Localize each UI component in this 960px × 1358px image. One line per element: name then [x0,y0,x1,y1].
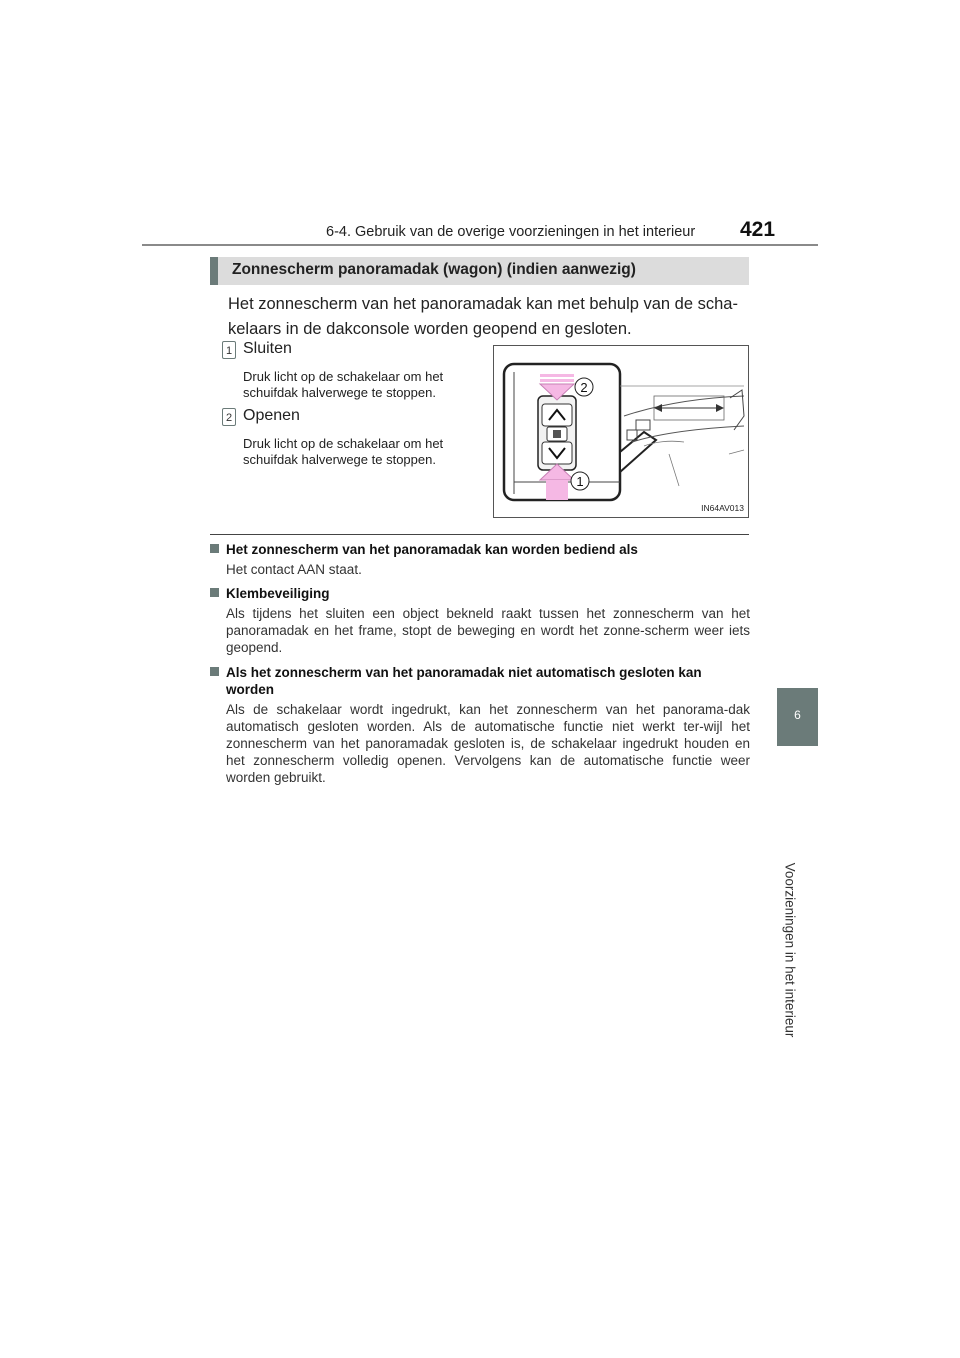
item-number-1: 1 [222,341,236,359]
section-heading-text: Zonnescherm panoramadak (wagon) (indien aanwezig) [232,261,636,278]
note-jam-protection [210,585,750,656]
note-title: Als het zonnescherm van het panoramadak niet automatisch gesloten kan worden [210,664,750,698]
item-desc-close: Druk licht op de schakelaar om het schuifdak halverwege te stoppen. [243,369,444,400]
switch-illustration [493,345,749,518]
item-number-2: 2 [222,408,236,426]
item-title-close: Sluiten [243,340,292,357]
note-auto-close [210,664,750,786]
note-title: Het zonnescherm van het panoramadak kan worden bediend als [210,541,750,558]
section-divider [210,534,749,535]
intro-text: Het zonnescherm van het panoramadak kan met behulp van de scha-kelaars in de dakconsole worden geopend en gesloten. [228,295,738,338]
chapter-tab[interactable] [777,688,818,746]
callout-2: 2 [580,380,588,395]
note-title: Klembeveiliging [210,585,750,602]
square-bullet-icon [210,544,219,553]
section-heading [210,257,749,285]
chapter-number: 6 [794,708,801,722]
note-operation [210,541,750,578]
page-number: 421 [740,218,776,241]
switch-diagram [494,346,750,519]
square-bullet-icon [210,667,219,676]
figure-code: IN64AV013 [701,503,744,513]
note-body: Als de schakelaar wordt ingedrukt, kan het zonnescherm van het panorama-dak automatisch gesloten worden. Als de automatische functie niet werkt ter-wijl het zonnescherm van het panoramadak gesloten is, de schakelaar ingedrukt houden en het zonnescherm volledig openen. Vervolgens kan de automatische functie weer worden gebruikt. [226,702,750,785]
section-title: 6-4. Gebruik van de overige voorzieningen in het interieur [326,224,696,240]
item-desc-open: Druk licht op de schakelaar om het schuifdak halverwege te stoppen. [243,436,444,467]
header-divider [142,244,818,246]
note-body: Als tijdens het sluiten een object bekneld raakt tussen het zonnescherm van het panoramadak en het frame, stopt de beweging en wordt het zonne-scherm weer iets geopend. [226,606,750,655]
item-title-open: Openen [243,407,300,424]
note-body: Het contact AAN staat. [226,562,362,577]
callout-1: 1 [576,474,584,489]
square-bullet-icon [210,588,219,597]
chapter-label: Voorzieningen in het interieur [782,862,798,1038]
